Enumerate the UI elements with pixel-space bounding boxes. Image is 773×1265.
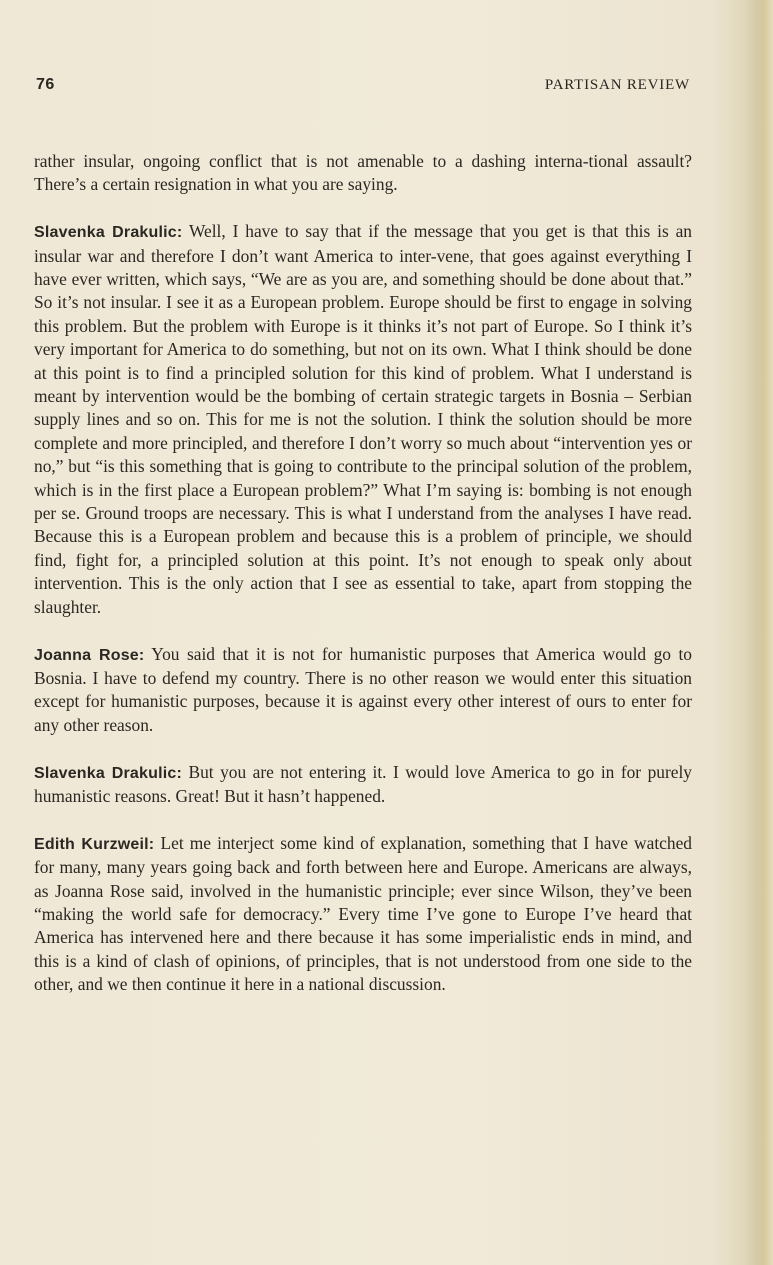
paragraph-text: rather insular, ongoing conflict that is not amenable to a dashing interna-tional assault? There’s a certain resignation in what you are saying. <box>34 151 692 195</box>
paragraph-text: But you are not entering it. I would love America to go in for purely humanistic reasons. Great! But it hasn’t happened. <box>34 761 692 806</box>
running-head: PARTISAN REVIEW <box>544 77 690 93</box>
speaker-name: Slavenka Drakulic: <box>34 764 183 782</box>
page-header <box>36 76 690 98</box>
page-spine-shadow <box>743 0 773 1265</box>
paragraph <box>34 832 692 997</box>
page-number: 76 <box>36 76 55 93</box>
paragraph-text: Let me interject some kind of explanation, something that I have watched for many, many years going back and forth between here and Europe. Americans are always, as Joanna Rose said, involved in the humanistic principle; ever since Wilson, they’ve been “making the world safe for democracy.” Every time I’ve gone to Europe I’ve heard that America has intervened here and there because it has some imperialistic ends in mind, and this is a kind of clash of opinions, of principles, that is not understood from one side to the other, and we then continue it here in a national discussion. <box>34 832 692 995</box>
paragraph-text: Well, I have to say that if the message that you get is that this is an insular war and therefore I don’t want America to inter-vene, that goes against everything I have ever written, which says, “We are as you are, and something should be done about that.” So it’s not insular. I see it as a European problem. Europe should be first to engage in solving this problem. But the problem with Europe is it thinks it’s not part of Europe. So I think it’s very important for America to do something, but not on its own. What I think should be done at this point is to find a principled solution for this kind of problem. What I understand is meant by intervention would be the bombing of certain strategic targets in Bosnia – Serbian supply lines and so on. This for me is not the solution. I think the solution should be more complete and more principled, and therefore I don’t worry so much about “intervention yes or no,” but “is this something that is going to contribute to the principal solution of the problem, which is in the first place a European problem?” What I’m saying is: bombing is not enough per se. Ground troops are necessary. This is what I understand from the analyses I have read. Because this is a European problem and because this is a problem of principle, we should find, fight for, a principled solution at this point. It’s not enough to speak only about intervention. This is the only action that I see as essential to take, apart from stopping the slaughter. <box>34 221 692 617</box>
body-text <box>34 150 692 1020</box>
speaker-name: Slavenka Drakulic: <box>34 224 183 242</box>
paragraph-text: You said that it is not for humanistic purposes that America would go to Bosnia. I have to defend my country. There is no other reason we would enter this situation except for humanistic purposes, because it is against every other interest of ours to enter for any other reason. <box>34 643 692 735</box>
speaker-name: Joanna Rose: <box>34 646 145 664</box>
paragraph <box>34 220 692 619</box>
speaker-name: Edith Kurzweil: <box>34 835 155 853</box>
paragraph <box>34 150 692 197</box>
paragraph <box>34 643 692 738</box>
paragraph <box>34 761 692 809</box>
